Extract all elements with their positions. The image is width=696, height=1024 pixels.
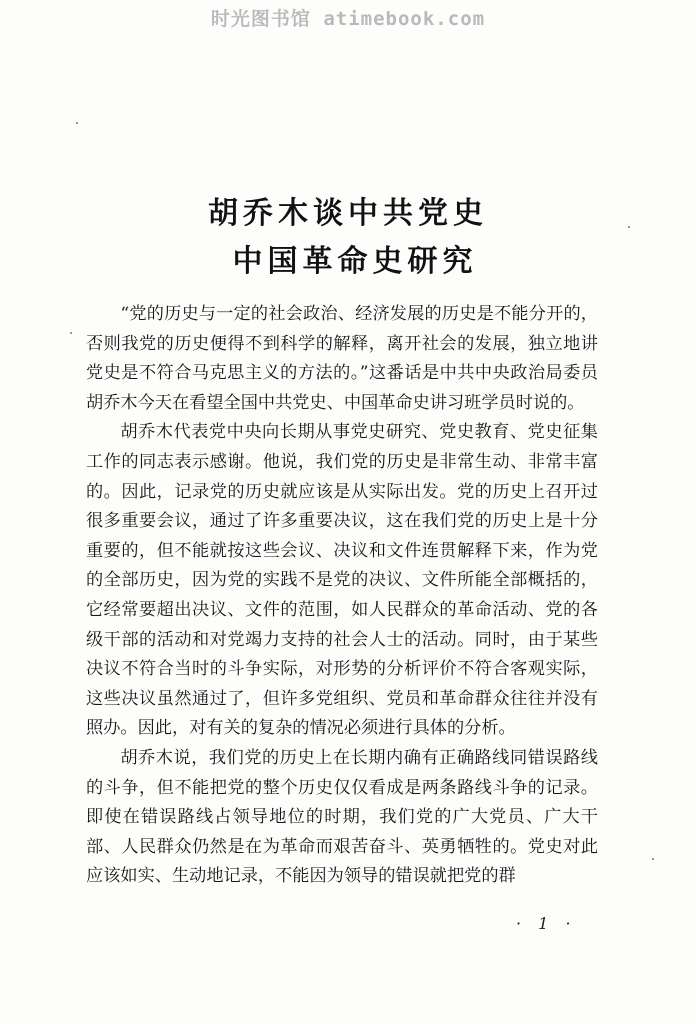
paragraph: 胡乔木代表党中央向长期从事党史研究、党史教育、党史征集工作的同志表示感谢。他说，我们党的历史是非常生动、非常丰富的。因此，记录党的历史就应该是从实际出发。党的历史上召开过很多重要会议，通过了许多重要决议，这在我们党的历史上是十分重要的，但不能就按这些会议、决议和文件连贯解释下来，作为党的全部历史，因为党的实践不是党的决议、文件所能全部概括的，它经常要超出决议、文件的范围，如人民群众的革命活动、党的各级干部的活动和对党竭力支持的社会人士的活动。同时，由于某些决议不符合当时的斗争实际，对形势的分析评价不符合客观实际，这些决议虽然通过了，但许多党组织、党员和革命群众往往并没有照办。因此，对有关的复杂的情况必须进行具体的分析。 <box>86 422 598 739</box>
article-body <box>86 300 598 892</box>
paragraph: “党的历史与一定的社会政治、经济发展的历史是不能分开的，否则我党的历史便得不到科学的解释，离开社会的发展，独立地讲党史是不符合马克思主义的方法的。”这番话是中共中央政治局委员胡乔木今天在看望全国中共党史、中国革命史讲习班学员时说的。 <box>86 304 598 413</box>
article-title <box>0 190 696 286</box>
page-number: · 1 · <box>516 914 577 933</box>
scan-speck <box>652 858 654 860</box>
paragraph: 胡乔木说，我们党的历史上在长期内确有正确路线同错误路线的斗争，但不能把党的整个历史仅仅看成是两条路线斗争的记录。即使在错误路线占领导地位的时期，我们党的广大党员、广大干部、人民群众仍然是在为革命而艰苦奋斗、英勇牺牲的。党史对此应该如实、生动地记录，不能因为领导的错误就把党的群 <box>86 747 598 887</box>
title-line-2: 中国革命史研究 <box>232 244 478 279</box>
scan-speck <box>70 332 72 334</box>
title-line-1: 胡乔木谈中共党史 <box>208 196 488 231</box>
watermark: 时光图书馆 atimebook.com <box>210 8 486 30</box>
scan-speck <box>76 122 78 124</box>
scan-speck <box>628 226 630 228</box>
